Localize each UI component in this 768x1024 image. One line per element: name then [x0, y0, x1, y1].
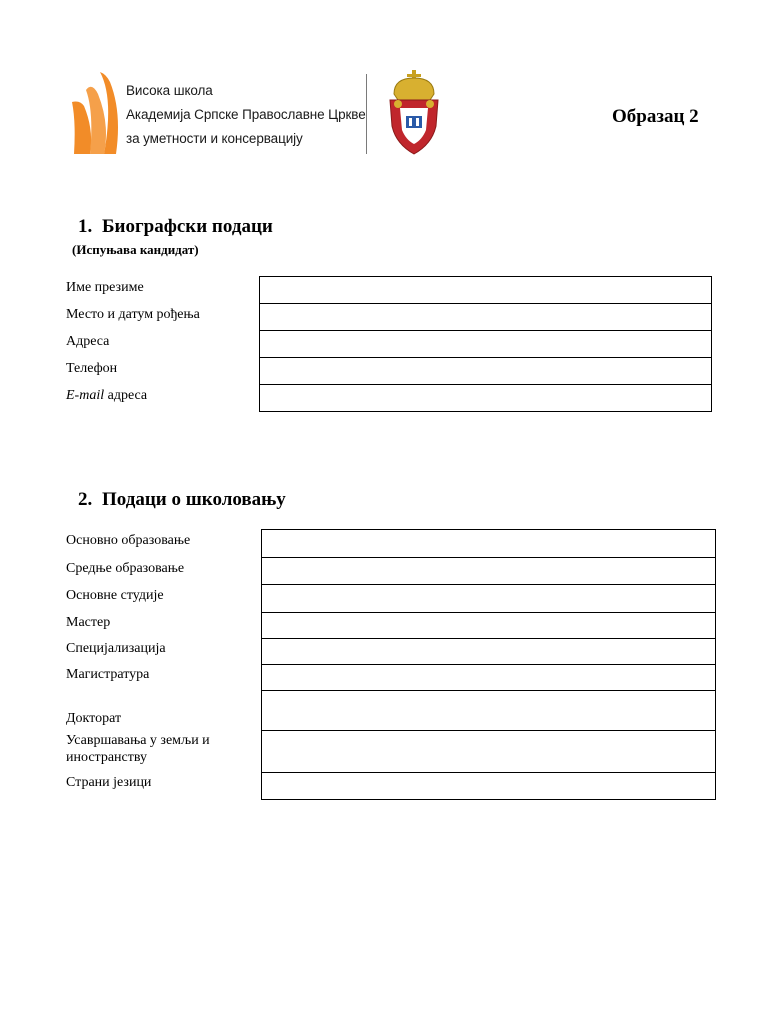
section-2-title: Подаци о школовању [102, 489, 286, 510]
label-magistrate: Магистратура [66, 667, 150, 682]
label-master: Мастер [66, 615, 111, 630]
specialization-field[interactable] [261, 638, 716, 665]
doctorate-field[interactable] [261, 690, 716, 731]
label-phone: Телефон [66, 361, 118, 376]
bachelor-studies-field[interactable] [261, 584, 716, 613]
section-2-number: 2. [78, 489, 93, 510]
label-email-italic: E-mail [66, 388, 105, 403]
label-email [66, 387, 147, 404]
section-1-note: (Испуњава кандидат) [72, 242, 199, 257]
address-field[interactable] [259, 330, 712, 358]
label-secondary-education: Средње образовање [66, 561, 185, 576]
form-code: Образац 2 [612, 106, 699, 127]
section-1-title: Биографски подаци [102, 216, 273, 237]
label-bachelor-studies: Основне студије [66, 588, 164, 603]
birth-place-date-field[interactable] [259, 303, 712, 331]
label-training-line-1: Усавршавања у земљи и [66, 733, 210, 748]
institution-name-line-1: Висока школа [126, 83, 213, 98]
section-1-heading [78, 216, 273, 238]
primary-education-field[interactable] [261, 529, 716, 558]
label-address: Адреса [66, 334, 110, 349]
label-birth-place-date: Место и датум рођења [66, 307, 200, 322]
label-primary-education: Основно образовање [66, 533, 191, 548]
secondary-education-field[interactable] [261, 557, 716, 585]
phone-field[interactable] [259, 357, 712, 385]
training-field[interactable] [261, 730, 716, 773]
label-training [66, 732, 210, 766]
section-2-heading [78, 489, 286, 511]
institution-name-line-2: Академија Српске Православне Цркве [126, 107, 366, 122]
section-1-number: 1. [78, 216, 93, 237]
academy-logo-icon [70, 72, 118, 154]
header-divider [366, 74, 367, 154]
label-training-line-2: иностранству [66, 750, 148, 765]
label-foreign-languages: Страни језици [66, 775, 152, 790]
magistrate-field[interactable] [261, 664, 716, 691]
foreign-languages-field[interactable] [261, 772, 716, 800]
email-field[interactable] [259, 384, 712, 412]
label-specialization: Специјализација [66, 641, 166, 656]
coat-of-arms-icon [386, 70, 442, 156]
full-name-field[interactable] [259, 276, 712, 304]
label-doctorate: Докторат [66, 711, 122, 726]
master-field[interactable] [261, 612, 716, 639]
label-email-text: адреса [104, 388, 148, 403]
institution-name-line-3: за уметности и консервацију [126, 131, 303, 146]
label-full-name: Име презиме [66, 280, 144, 295]
